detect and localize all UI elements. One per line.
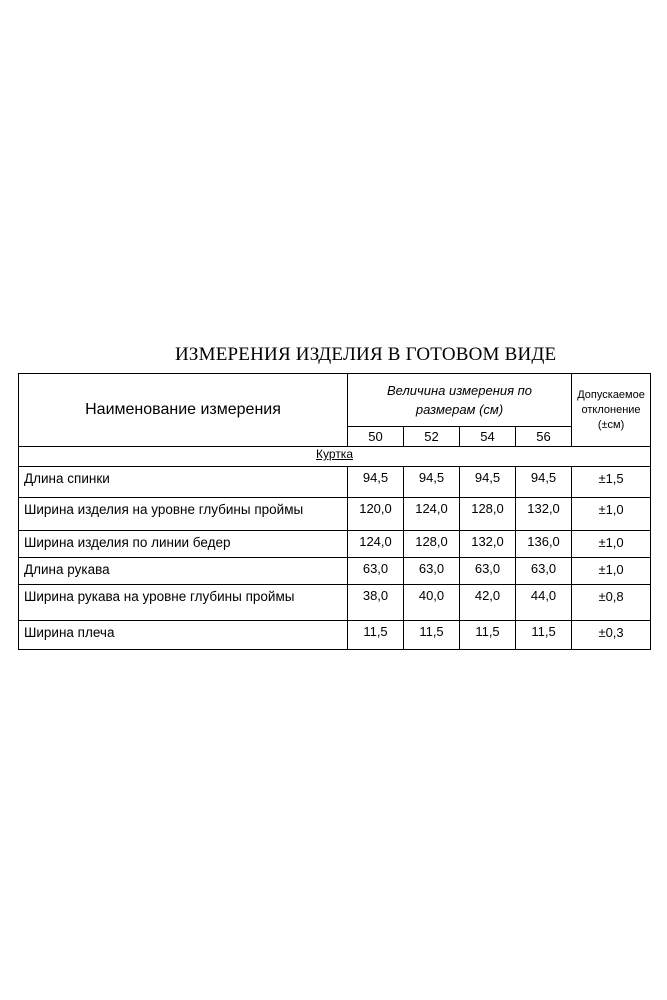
measurement-value: 94,5 [404, 467, 460, 498]
size-header: 52 [404, 427, 460, 447]
measurement-value: 94,5 [348, 467, 404, 498]
measurement-value: 128,0 [404, 531, 460, 558]
measurement-value: 44,0 [516, 585, 572, 621]
header-size-group-line2: размерам (см) [415, 402, 504, 417]
section-row [19, 447, 651, 467]
section-label [19, 447, 651, 467]
measurement-value: 124,0 [404, 498, 460, 531]
measurement-value: 94,5 [460, 467, 516, 498]
measurement-value: 11,5 [404, 621, 460, 650]
size-header: 50 [348, 427, 404, 447]
measurement-value: 94,5 [516, 467, 572, 498]
measurement-value: 63,0 [404, 558, 460, 585]
measurement-table [18, 373, 651, 650]
measurement-value: 38,0 [348, 585, 404, 621]
table-row [19, 498, 651, 531]
header-size-group [348, 374, 572, 427]
measurement-value: 11,5 [460, 621, 516, 650]
header-tolerance [572, 374, 651, 447]
measurement-name: Ширина изделия на уровне глубины проймы [19, 498, 348, 531]
tolerance-value: ±1,5 [572, 467, 651, 498]
measurement-name: Ширина плеча [19, 621, 348, 650]
table-row [19, 531, 651, 558]
tolerance-value: ±1,0 [572, 531, 651, 558]
measurement-value: 63,0 [348, 558, 404, 585]
header-tolerance-line2: отклонение [581, 403, 641, 416]
section-label-text: Куртка [316, 447, 353, 461]
table-row [19, 467, 651, 498]
measurement-value: 42,0 [460, 585, 516, 621]
table-header-row [19, 374, 651, 427]
measurement-value: 63,0 [460, 558, 516, 585]
measurement-value: 124,0 [348, 531, 404, 558]
measurement-value: 63,0 [516, 558, 572, 585]
measurement-name: Ширина изделия по линии бедер [19, 531, 348, 558]
size-header: 54 [460, 427, 516, 447]
header-size-group-line1: Величина измерения по [387, 383, 533, 398]
document-title: ИЗМЕРЕНИЯ ИЗДЕЛИЯ В ГОТОВОМ ВИДЕ [175, 344, 557, 365]
measurement-value: 136,0 [516, 531, 572, 558]
measurement-value: 40,0 [404, 585, 460, 621]
tolerance-value: ±0,8 [572, 585, 651, 621]
measurement-name: Длина спинки [19, 467, 348, 498]
tolerance-value: ±1,0 [572, 558, 651, 585]
measurement-value: 128,0 [460, 498, 516, 531]
measurement-value: 132,0 [516, 498, 572, 531]
size-header: 56 [516, 427, 572, 447]
table-row [19, 558, 651, 585]
measurement-value: 120,0 [348, 498, 404, 531]
tolerance-value: ±1,0 [572, 498, 651, 531]
header-tolerance-line1: Допускаемое [577, 388, 645, 401]
measurement-name: Ширина рукава на уровне глубины проймы [19, 585, 348, 621]
header-tolerance-line3: (±см) [597, 418, 625, 431]
table-row [19, 621, 651, 650]
measurement-value: 132,0 [460, 531, 516, 558]
tolerance-value: ±0,3 [572, 621, 651, 650]
header-measurement-name: Наименование измерения [19, 374, 348, 447]
table-row [19, 585, 651, 621]
measurement-value: 11,5 [348, 621, 404, 650]
measurement-name: Длина рукава [19, 558, 348, 585]
measurement-value: 11,5 [516, 621, 572, 650]
